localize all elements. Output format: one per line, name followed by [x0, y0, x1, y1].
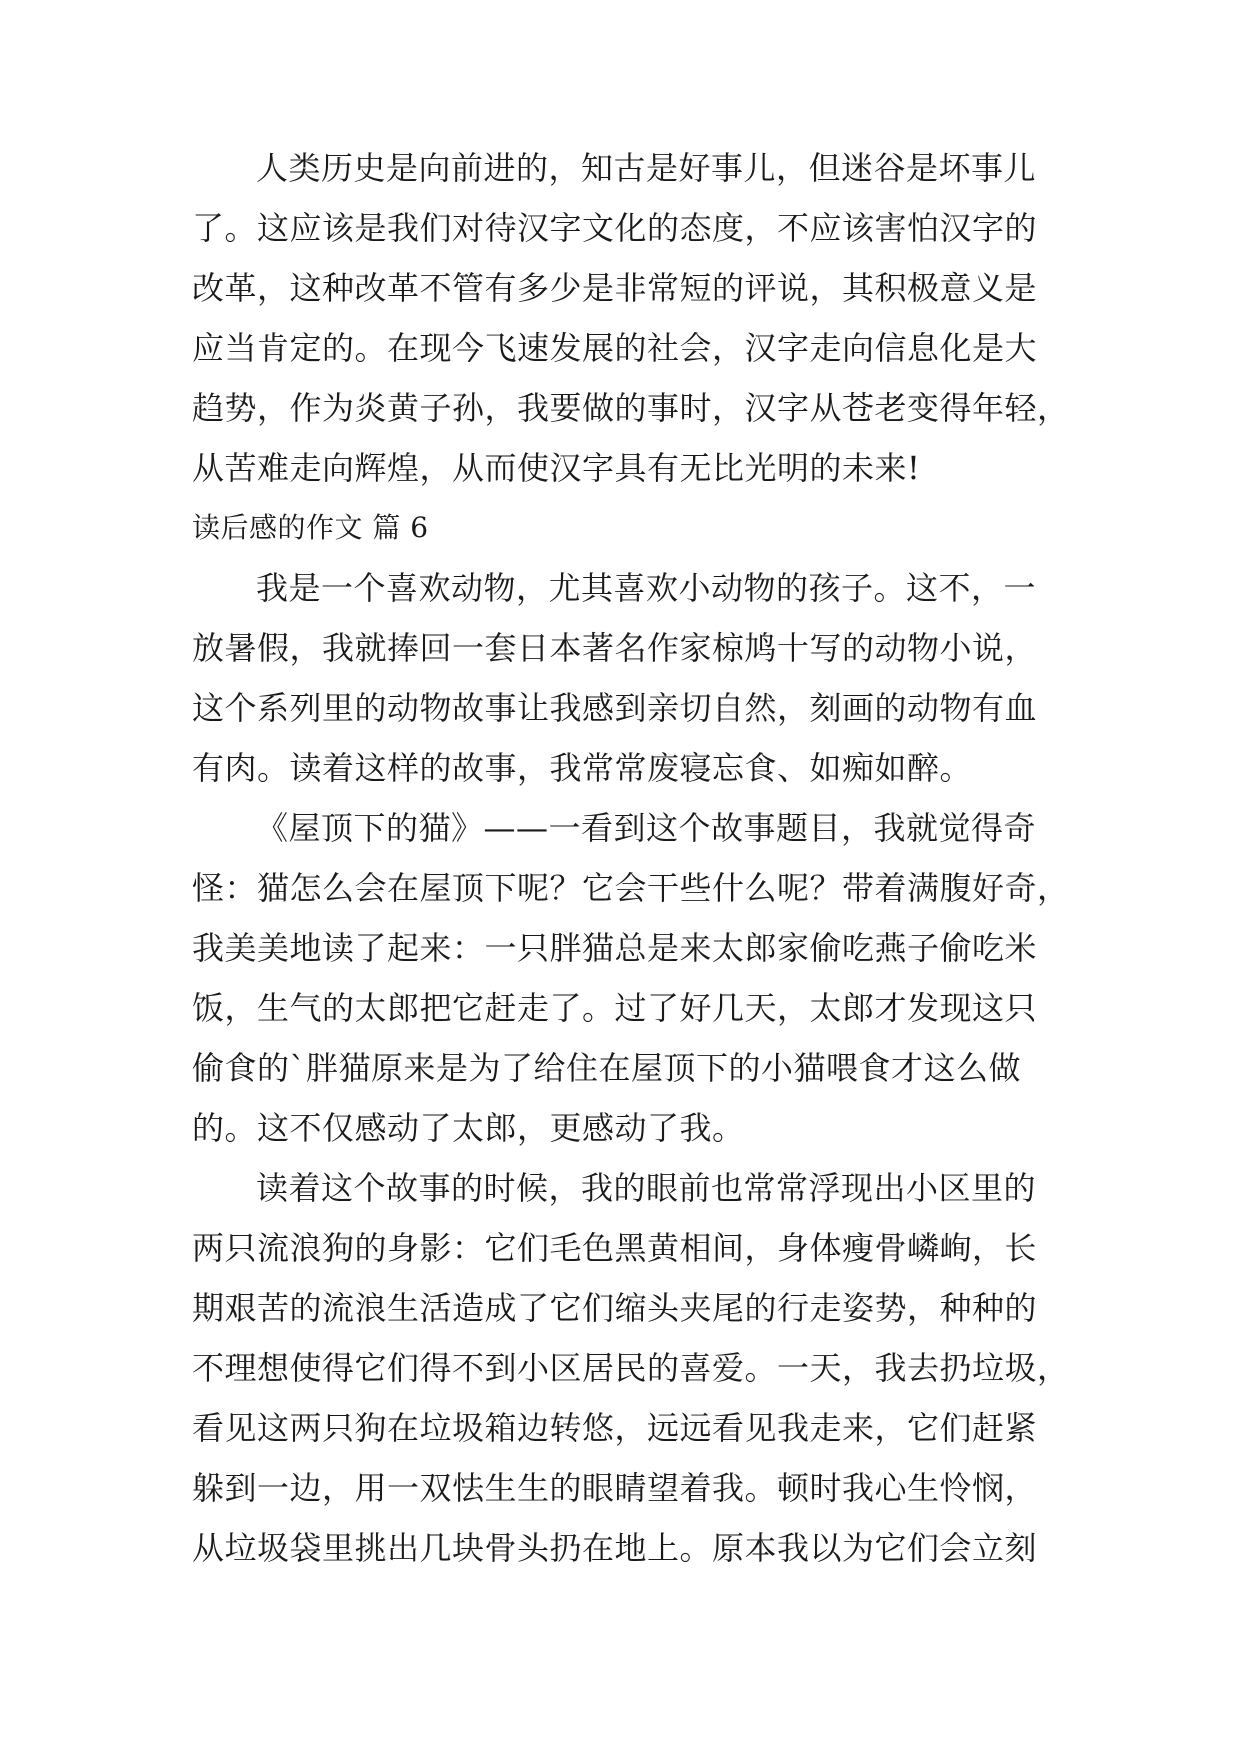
paragraph-line: 我是一个喜欢动物，尤其喜欢小动物的孩子。这不，一 [256, 569, 1037, 607]
paragraph-line: 从苦难走向辉煌，从而使汉字具有无比光明的未来! [192, 449, 921, 487]
paragraph-line: 看见这两只狗在垃圾箱边转悠，远远看见我走来，它们赶紧 [192, 1409, 1038, 1447]
paragraph-line: 饭，生气的太郎把它赶走了。过了好几天，太郎才发现这只 [192, 989, 1038, 1027]
paragraph-line: 的。这不仅感动了太郎，更感动了我。 [192, 1109, 745, 1147]
paragraph-line: 期艰苦的流浪生活造成了它们缩头夹尾的行走姿势，种种的 [192, 1289, 1038, 1327]
paragraph-line: 放暑假，我就捧回一套日本著名作家椋鸠十写的动物小说， [192, 629, 1038, 667]
paragraph-line: 这个系列里的动物故事让我感到亲切自然，刻画的动物有血 [192, 689, 1038, 727]
paragraph-line: 趋势，作为炎黄子孙，我要做的事时，汉字从苍老变得年轻， [192, 389, 1070, 427]
paragraph-line: 应当肯定的。在现今飞速发展的社会，汉字走向信息化是大 [192, 329, 1038, 367]
paragraph-line: 不理想使得它们得不到小区居民的喜爱。一天，我去扔垃圾， [192, 1349, 1070, 1387]
paragraph-line: 偷食的`胖猫原来是为了给住在屋顶下的小猫喂食才这么做 [192, 1049, 1022, 1087]
paragraph-line: 了。这应该是我们对待汉字文化的态度，不应该害怕汉字的 [192, 209, 1038, 247]
paragraph-line: 《屋顶下的猫》——一看到这个故事题目，我就觉得奇 [256, 809, 1037, 847]
paragraph-line: 躲到一边，用一双怯生生的眼睛望着我。顿时我心生怜悯， [192, 1469, 1038, 1507]
section-heading: 读后感的作文 篇 6 [192, 511, 429, 544]
paragraph-line: 怪：猫怎么会在屋顶下呢？它会干些什么呢？带着满腹好奇， [192, 869, 1070, 907]
paragraph-line: 读着这个故事的时候，我的眼前也常常浮现出小区里的 [256, 1169, 1037, 1207]
paragraph-line: 有肉。读着这样的故事，我常常废寝忘食、如痴如醉。 [192, 749, 973, 787]
paragraph-line: 改革，这种改革不管有多少是非常短的评说，其积极意义是 [192, 269, 1038, 307]
paragraph-line: 从垃圾袋里挑出几块骨头扔在地上。原本我以为它们会立刻 [192, 1529, 1038, 1567]
paragraph-line: 两只流浪狗的身影：它们毛色黑黄相间，身体瘦骨嶙峋，长 [192, 1229, 1038, 1267]
paragraph-line: 人类历史是向前进的，知古是好事儿，但迷谷是坏事儿 [256, 149, 1037, 187]
paragraph-line: 我美美地读了起来：一只胖猫总是来太郎家偷吃燕子偷吃米 [192, 929, 1038, 967]
